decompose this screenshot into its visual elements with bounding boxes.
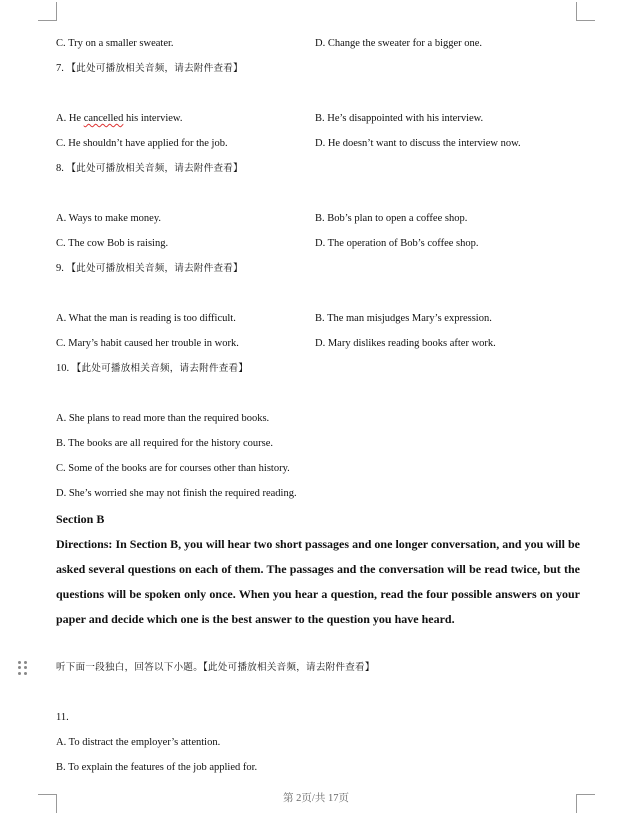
spellcheck-word: cancelled: [83, 113, 124, 124]
corner-mark-top-left: [38, 2, 57, 21]
q11-option-b: B. To explain the features of the job applied for.: [56, 762, 258, 773]
q9-header: [56, 262, 243, 276]
q6-option-d: D. Change the sweater for a bigger one.: [315, 38, 483, 49]
q7-option-c: C. He shouldn’t have applied for the job.: [56, 138, 228, 149]
q7-number: 7.: [56, 63, 64, 74]
q9-audio-prompt[interactable]: 【此处可播放相关音频，请去附件查看】: [66, 263, 243, 274]
q11-number: 11.: [56, 712, 69, 723]
q7-option-b: B. He’s disappointed with his interview.: [315, 113, 484, 124]
section-b-directions: Directions: In Section B, you will hear two short passages and one longer conversation, and you will be asked several questions on each of them. The passages and the conversation will be read twice, but the questions will be spoken only once. When you hear a question, read the four possible answers on your paper and decide which one is the best answer to the question you have heard.: [56, 537, 580, 626]
q10-number: 10.: [56, 363, 70, 374]
q8-audio-prompt[interactable]: 【此处可播放相关音频，请去附件查看】: [66, 163, 243, 174]
q7-option-d: D. He doesn’t want to discuss the interview now.: [315, 138, 521, 149]
q10-option-b: B. The books are all required for the history course.: [56, 438, 274, 449]
q9-option-a: A. What the man is reading is too difficult.: [56, 313, 236, 324]
q11-option-a: A. To distract the employer’s attention.: [56, 737, 221, 748]
q8-option-a: A. Ways to make money.: [56, 213, 162, 224]
q8-number: 8.: [56, 163, 64, 174]
q7-header: [56, 62, 243, 76]
q7-option-a: A. He cancelled his interview.: [56, 113, 183, 124]
q8-header: [56, 162, 243, 176]
monologue-audio-prompt[interactable]: 听下面一段独白，回答以下小题。【此处可播放相关音频，请去附件查看】: [56, 662, 375, 673]
q10-option-a: A. She plans to read more than the required books.: [56, 413, 270, 424]
q10-option-d: D. She’s worried she may not finish the required reading.: [56, 488, 297, 499]
q9-number: 9.: [56, 263, 64, 274]
q8-option-d: D. The operation of Bob’s coffee shop.: [315, 238, 479, 249]
q9-option-d: D. Mary dislikes reading books after work.: [315, 338, 496, 349]
page-indicator: 第 2页/共 17页: [283, 793, 349, 804]
q9-option-c: C. Mary’s habit caused her trouble in work.: [56, 338, 239, 349]
q6-option-c: C. Try on a smaller sweater.: [56, 38, 174, 49]
q8-option-c: C. The cow Bob is raising.: [56, 238, 169, 249]
q10-header: [56, 362, 248, 376]
drag-handle-icon[interactable]: [18, 661, 28, 675]
corner-mark-top-right: [576, 2, 595, 21]
q9-option-b: B. The man misjudges Mary’s expression.: [315, 313, 492, 324]
section-b-title: Section B: [56, 512, 105, 526]
q8-option-b: B. Bob’s plan to open a coffee shop.: [315, 213, 468, 224]
q7-audio-prompt[interactable]: 【此处可播放相关音频，请去附件查看】: [66, 63, 243, 74]
q10-option-c: C. Some of the books are for courses other than history.: [56, 463, 290, 474]
q10-audio-prompt[interactable]: 【此处可播放相关音频，请去附件查看】: [71, 363, 249, 374]
